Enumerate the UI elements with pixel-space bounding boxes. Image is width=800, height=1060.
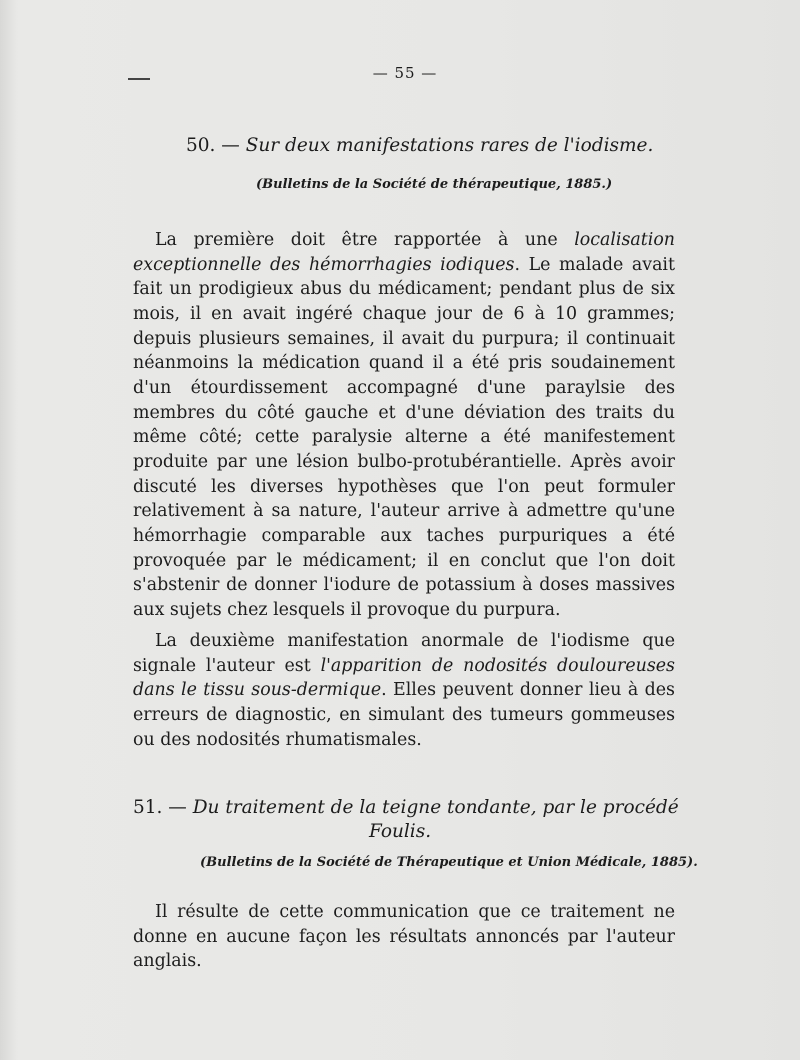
section-50-title: Sur deux manifestations rares de l'iodisme. [245, 135, 654, 156]
section-50-paragraph-1 [133, 228, 675, 623]
section-51-number: 51. — [133, 797, 187, 818]
text-run: La première doit être rapportée à une [155, 230, 575, 250]
emphasis: localisation exceptionnelle des hémorrhagies iodiques [133, 230, 675, 275]
section-50-paragraph-2 [133, 629, 675, 752]
section-51-title-line-2: Foulis. [369, 821, 432, 842]
section-50-heading [186, 134, 653, 158]
section-51-title-line-1: Du traitement de la teigne tondante, par le procédé [192, 797, 679, 818]
section-50-source: (Bulletins de la Société de thérapeutique, 1885.) [256, 177, 613, 192]
section-51-source: (Bulletins de la Société de Thérapeutique et Union Médicale, 1885). [200, 855, 698, 870]
section-51-heading [133, 796, 679, 820]
section-50-number: 50. — [186, 135, 240, 156]
text-run: . Le malade avait fait un prodigieux abus du médicament; pendant plus de six mois, il en avait ingéré chaque jour de 6 à 10 grammes; depuis plusieurs semaines, il avait du purpura; il continuait néanmoins la médication quand il a été pris soudainement d'un étourdissement accompagné d'une paraylsie des membres du côté gauche et d'une déviation des traits du même côté; cette paralysie alterne a été manifestement produite par une lésion bulbo-protubérantielle. Après avoir discuté les diverses hypothèses que l'on peut formuler relativement à sa nature, l'auteur arrive à admettre qu'une hémorrhagie comparable aux taches purpuriques a été provoquée par le médicament; il en conclut que l'on doit s'abstenir de donner l'iodure de potassium à doses massives aux sujets chez lesquels il provoque du purpura. [133, 254, 675, 620]
section-51-heading-line-2 [369, 820, 431, 844]
section-51-paragraph-1: Il résulte de cette communication que ce traitement ne donne en aucune façon les résultats annoncés par l'auteur anglais. [133, 902, 675, 972]
text-run: La deuxième manifestation anormale de l'iodisme que signale l'auteur est [133, 631, 675, 676]
emphasis: l'apparition de nodosités douloureuses dans le tissu sous-dermique [133, 655, 675, 701]
page-number: — 55 — [372, 64, 438, 82]
text-run: . Elles peuvent donner lieu à des erreurs de diagnostic, en simulant des tumeurs gommeuses ou des nodosités rhumatismales. [133, 680, 675, 750]
